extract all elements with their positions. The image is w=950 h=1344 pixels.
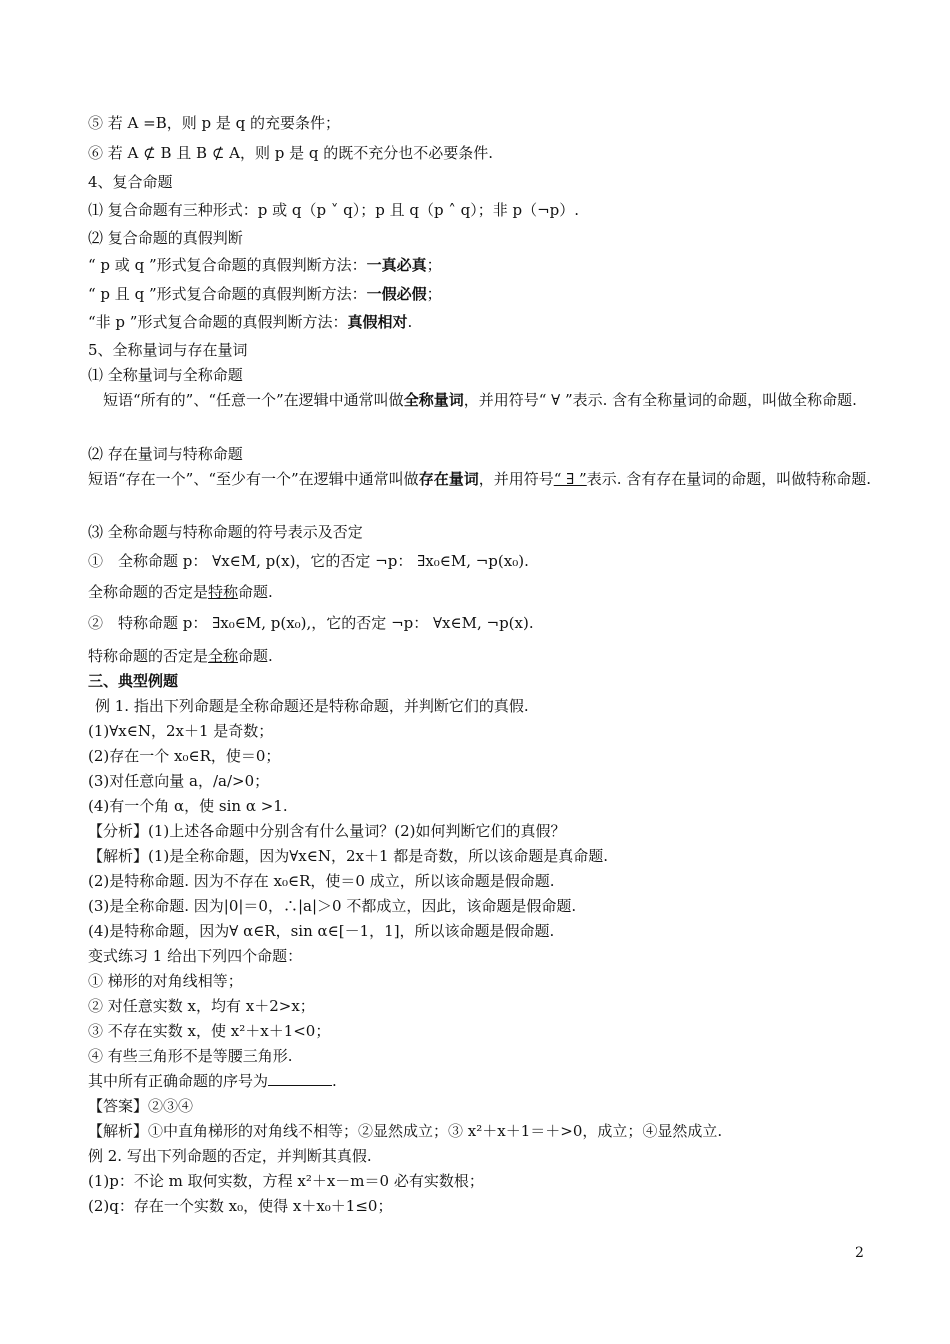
example-2-item-1: (1)p：不论 m 取何实数，方程 x²＋x－m＝0 必有实数根； <box>88 1172 484 1190</box>
section-5-heading: 5、全称量词与存在量词 <box>88 341 248 359</box>
truth-judgment-heading: ⑵ 复合命题的真假判断 <box>88 229 243 247</box>
universal-paragraph: 短语“所有的”、“任意一个”在逻辑中通常叫做全称量词，并用符号“ ∀ ”表示. 含有全称量词的命题，叫做全称命题. <box>103 391 857 409</box>
variant-1-item-3: ③ 不存在实数 x，使 x²＋x＋1<0； <box>88 1022 331 1040</box>
and-rule-emphasis: 一假必假 <box>366 285 427 303</box>
page-number: 2 <box>855 1245 864 1261</box>
compound-forms: ⑴ 复合命题有三种形式：p 或 q（p ˅ q）；p 且 q（p ˄ q）；非 p（¬p）. <box>88 201 580 219</box>
or-rule: “ p 或 q ”形式复合命题的真假判断方法：一真必真； <box>88 256 442 274</box>
existential-negation-note: 特称命题的否定是全称命题. <box>88 647 273 665</box>
variant-1-question: 其中所有正确命题的序号为 . <box>88 1072 337 1090</box>
existential-formula: ② 特称命题 p： ∃x₀∈M, p(x₀),，它的否定 ¬p： ∀x∈M, ¬p(x). <box>88 614 534 632</box>
universal-term: 全称量词 <box>403 391 464 409</box>
not-rule-emphasis: 真假相对 <box>347 313 408 331</box>
section-3-heading: 三、典型例题 <box>88 672 179 690</box>
variant-1-item-4: ④ 有些三角形不是等腰三角形. <box>88 1047 293 1065</box>
existential-term: 存在量词 <box>418 470 479 488</box>
example-2-item-2: (2)q：存在一个实数 x₀，使得 x＋x₀＋1≤0； <box>88 1197 393 1215</box>
universal-formula: ① 全称命题 p： ∀x∈M, p(x)，它的否定 ¬p： ∃x₀∈M, ¬p(x₀). <box>88 552 529 570</box>
universal-heading: ⑴ 全称量词与全称命题 <box>88 366 243 384</box>
and-rule: “ p 且 q ”形式复合命题的真假判断方法：一假必假； <box>88 285 442 303</box>
example-1-item-1: (1)∀x∈N，2x＋1 是奇数； <box>88 722 274 740</box>
variant-1-item-2: ② 对任意实数 x，均有 x＋2>x； <box>88 997 315 1015</box>
example-2-title: 例 2. 写出下列命题的否定，并判断其真假. <box>88 1147 372 1165</box>
variant-1-item-1: ① 梯形的对角线相等； <box>88 972 243 990</box>
variant-1-title: 变式练习 1 给出下列四个命题： <box>88 947 303 965</box>
not-rule: “非 p ”形式复合命题的真假判断方法：真假相对. <box>88 313 413 331</box>
or-rule-emphasis: 一真必真 <box>366 256 427 274</box>
existential-paragraph: 短语“存在一个”、“至少有一个”在逻辑中通常叫做存在量词，并用符号“ ∃ ”表示. 含有存在量词的命题，叫做特称命题. <box>88 470 872 488</box>
example-1-solution-4: (4)是特称命题，因为∀ α∈R，sin α∈[－1，1]，所以该命题是假命题. <box>88 922 555 940</box>
universal-negation-note: 全称命题的否定是特称命题. <box>88 583 273 601</box>
example-1-title: 例 1. 指出下列命题是全称命题还是特称命题，并判断它们的真假. <box>95 697 529 715</box>
notation-heading: ⑶ 全称命题与特称命题的符号表示及否定 <box>88 523 363 541</box>
variant-1-answer: 【答案】②③④ <box>88 1097 194 1115</box>
example-1-solution-2: (2)是特称命题. 因为不存在 x₀∈R，使＝0 成立，所以该命题是假命题. <box>88 872 555 890</box>
existential-heading: ⑵ 存在量词与特称命题 <box>88 445 243 463</box>
variant-1-explanation: 【解析】①中直角梯形的对角线不相等；②显然成立；③ x²＋x＋1＝＋>0，成立；④显然成立. <box>88 1122 723 1140</box>
condition-5: ⑤ 若 A =B，则 p 是 q 的充要条件； <box>88 114 341 132</box>
example-1-analysis: 【分析】(1)上述各命题中分别含有什么量词？(2)如何判断它们的真假？ <box>88 822 566 840</box>
condition-6: ⑥ 若 A ⊄ B 且 B ⊄ A，则 p 是 q 的既不充分也不必要条件. <box>88 144 494 162</box>
example-1-item-3: (3)对任意向量 a，/a/>0； <box>88 772 270 790</box>
example-1-solution-3: (3)是全称命题. 因为|0|＝0，∴|a|＞0 不都成立，因此，该命题是假命题. <box>88 897 577 915</box>
answer-blank <box>268 1071 332 1086</box>
example-1-item-2: (2)存在一个 x₀∈R，使＝0； <box>88 747 281 765</box>
example-1-solution-1: 【解析】(1)是全称命题，因为∀x∈N，2x＋1 都是奇数，所以该命题是真命题. <box>88 847 609 865</box>
section-4-heading: 4、复合命题 <box>88 173 173 191</box>
example-1-item-4: (4)有一个角 α，使 sin α >1. <box>88 797 288 815</box>
